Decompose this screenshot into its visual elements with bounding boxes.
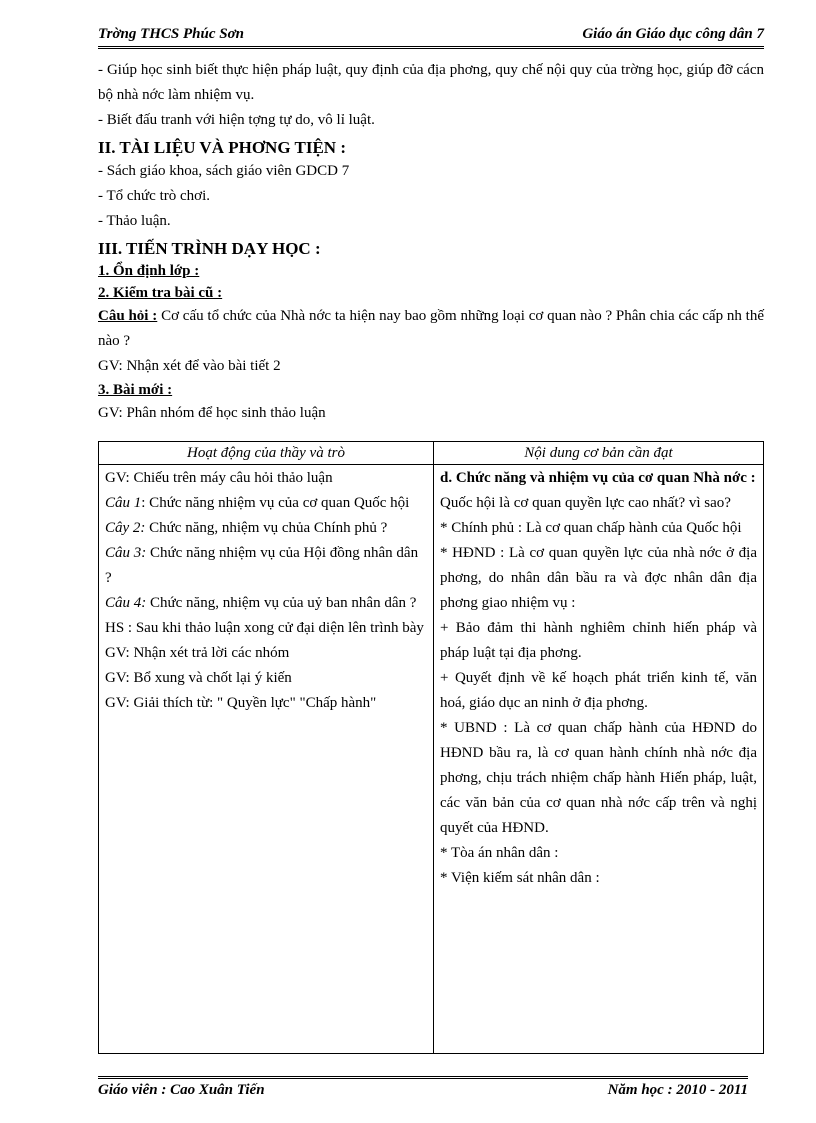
activity-item: Cây 2: Chức năng, nhiệm vụ chủa Chính phủ ? — [105, 520, 388, 536]
content-item: * Viện kiếm sát nhân dân : — [440, 870, 600, 886]
activity-item: HS : Sau khi thảo luận xong cử đại diện lên trình bày — [105, 620, 424, 636]
activity-item: GV: Bổ xung và chốt lại ý kiến — [105, 670, 292, 686]
school-year: Năm học : 2010 - 2011 — [607, 1082, 748, 1098]
content-item: * HĐND : Là cơ quan quyền lực của nhà nớc ở địa phơng, do nhân dân bầu ra và đợc nhân dân địa phơng giao nhiệm vụ : — [440, 545, 757, 611]
activities-cell — [99, 465, 434, 1054]
header-activities: Hoạt động của thầy và trò — [99, 442, 434, 465]
document-body — [98, 58, 764, 426]
gv-grouping: GV: Phân nhóm để học sinh thảo luận — [98, 405, 326, 421]
section-2-item: - Sách giáo khoa, sách giáo viên GDCD 7 — [98, 163, 350, 179]
gv-comment: GV: Nhận xét để vào bài tiết 2 — [98, 358, 281, 374]
activity-item: GV: Nhận xét trả lời các nhóm — [105, 645, 290, 661]
activity-item: Câu 3: Chức năng nhiệm vụ của Hội đồng nhân dân ? — [105, 545, 419, 586]
page-header — [98, 26, 764, 49]
header-content: Nội dung cơ bản cần đạt — [434, 442, 764, 465]
content-item: + Quyết định về kế hoạch phát triển kinh tế, văn hoá, giáo dục an ninh ở địa phơng. — [440, 670, 757, 711]
section-3-title: III. TIẾN TRÌNH DẠY HỌC : — [98, 239, 321, 258]
content-item: Quốc hội là cơ quan quyền lực cao nhất? vì sao? — [440, 495, 731, 511]
activity-item: Câu 1: Chức năng nhiệm vụ của cơ quan Quốc hội — [105, 495, 410, 511]
intro-line-1: - Giúp học sinh biết thực hiện pháp luật, quy định của địa phơng, quy chế nội quy của trờng học, giúp đỡ cácn bộ nhà nớc làm nhiệm vụ. — [98, 62, 764, 103]
section-2-item: - Tổ chức trò chơi. — [98, 188, 211, 204]
subsection-3: 3. Bài mới : — [98, 382, 173, 398]
content-item: * Tòa án nhân dân : — [440, 845, 559, 861]
intro-line-2: - Biết đấu tranh với hiện tợng tự do, vô lỉ luật. — [98, 112, 375, 128]
content-item: + Bảo đảm thi hành nghiêm chỉnh hiến pháp và pháp luật tại địa phơng. — [440, 620, 757, 661]
subsection-1: 1. Ổn định lớp : — [98, 263, 200, 279]
page-footer — [98, 1076, 748, 1099]
activity-item: Câu 4: Chức năng, nhiệm vụ của uỷ ban nhân dân ? — [105, 595, 417, 611]
question-text: Cơ cấu tổ chức của Nhà nớc ta hiện nay bao gồm những loại cơ quan nào ? Phân chia các cấp nh thế nào ? — [98, 308, 764, 349]
lesson-table — [98, 441, 764, 1054]
teacher-name: Giáo viên : Cao Xuân Tiến — [98, 1082, 265, 1098]
question-paragraph — [98, 304, 764, 354]
document-title: Giáo án Giáo dục công dân 7 — [582, 26, 764, 42]
section-2-title: II. TÀI LIỆU VÀ PHƠNG TIỆN : — [98, 138, 346, 157]
content-title: d. Chức năng và nhiệm vụ của cơ quan Nhà nớc : — [440, 470, 756, 486]
activity-item: GV: Chiếu trên máy câu hỏi thảo luận — [105, 470, 333, 486]
activity-item: GV: Giải thích từ: " Quyền lực" "Chấp hành" — [105, 695, 377, 711]
content-cell — [434, 465, 764, 1054]
school-name: Trờng THCS Phúc Sơn — [98, 26, 245, 42]
table-body-row — [99, 465, 764, 1054]
content-item: * UBND : Là cơ quan chấp hành của HĐND do HĐND bầu ra, là cơ quan hành chính nhà nớc địa phơng, chịu trách nhiệm chấp hành Hiến pháp, luật, các văn bản của cơ quan nhà nớc cấp trên và nghị quyết của HĐND. — [440, 720, 757, 836]
question-label: Câu hỏi : — [98, 308, 158, 324]
subsection-2: 2. Kiểm tra bài cũ : — [98, 285, 223, 301]
content-item: * Chính phủ : Là cơ quan chấp hành của Quốc hội — [440, 520, 742, 536]
section-2-item: - Thảo luận. — [98, 213, 171, 229]
table-header-row — [99, 442, 764, 465]
